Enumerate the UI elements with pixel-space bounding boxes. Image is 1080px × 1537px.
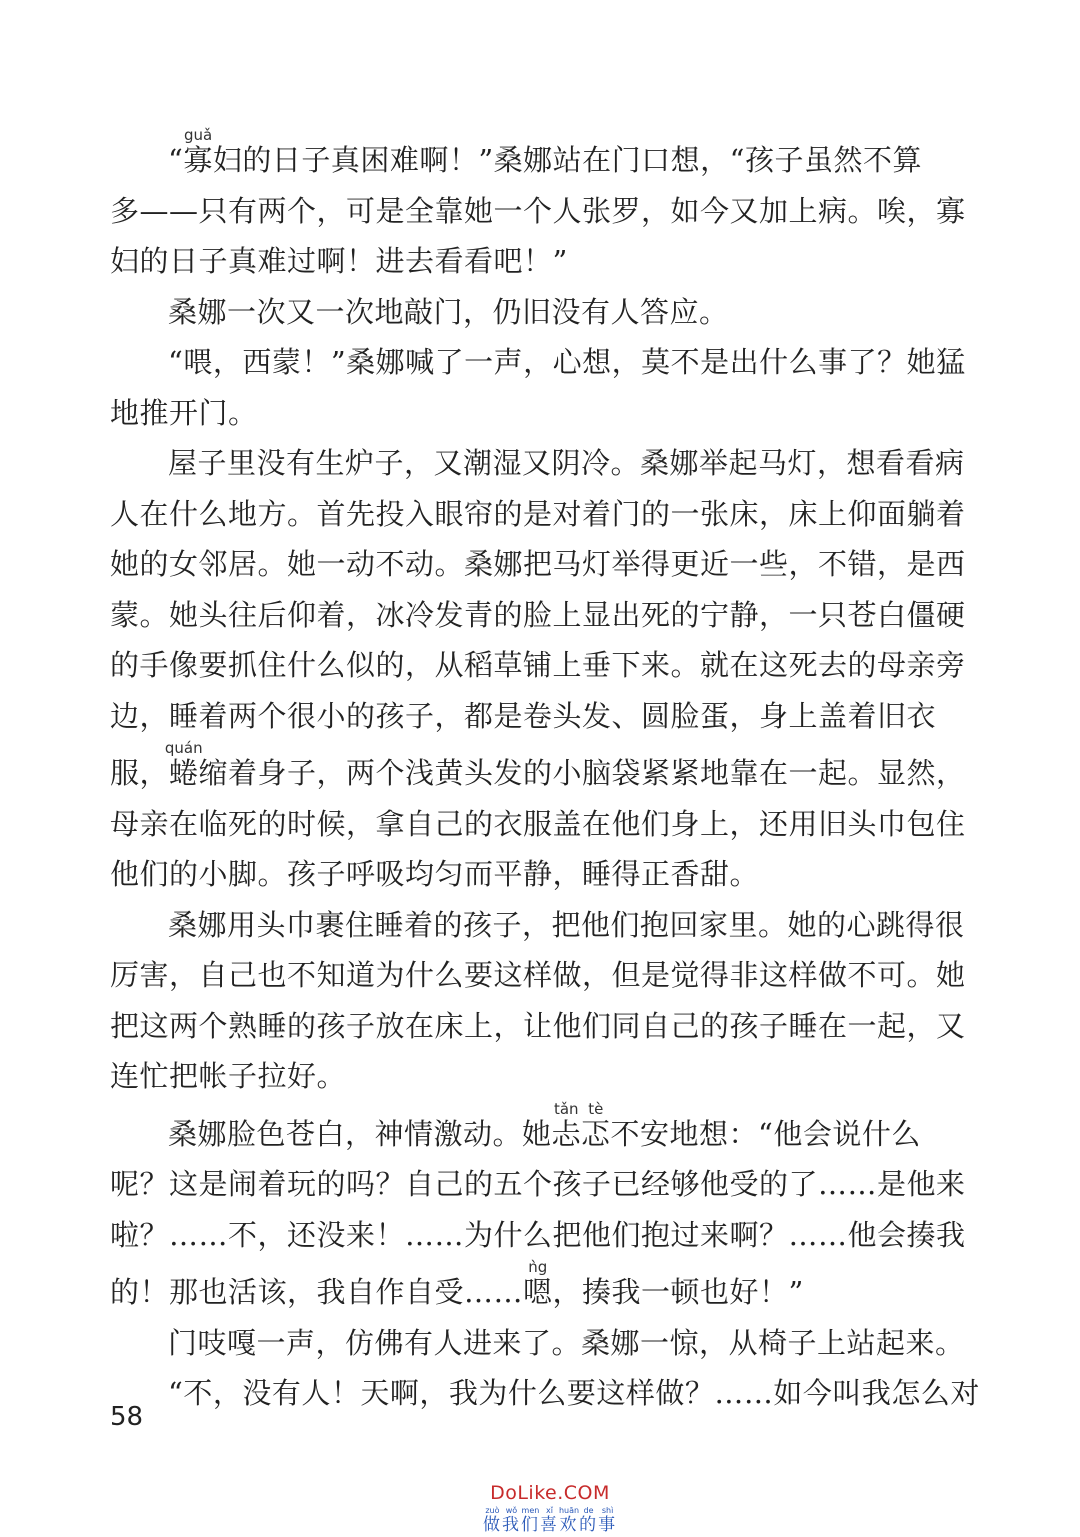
watermark-slogan-pinyin: wǒ <box>501 1506 521 1515</box>
pinyin: guǎ <box>183 126 213 144</box>
watermark-slogan-pinyin: shì <box>598 1506 618 1515</box>
text-fragment: 桑娜脸色苍白，神情激动。她 <box>168 1116 552 1151</box>
text-line: 蒙。她头往后仰着，冰冷发青的脸上显出死的宁静，一只苍白僵硬 <box>110 597 966 632</box>
watermark-slogan-char: 我wǒ <box>501 1506 521 1535</box>
text-line: 边，睡着两个很小的孩子，都是卷头发、圆脸蛋，身上盖着旧衣 <box>110 698 937 733</box>
text-line <box>110 128 946 186</box>
text-fragment: 不安地想：“他会说什么 <box>610 1116 921 1151</box>
annotated-char: 蜷 <box>164 756 203 790</box>
paragraph-1 <box>110 126 966 287</box>
pinyin: tǎn <box>551 1099 582 1118</box>
annotated-char: 嗯 <box>523 1275 553 1309</box>
body-text <box>110 126 980 1419</box>
text-line <box>110 739 966 799</box>
pinyin-annotation <box>164 739 203 790</box>
text-line: 厉害，自己也不知道为什么要这样做，但是觉得非这样做不可。她 <box>110 958 966 992</box>
text-line: 连忙把帐子拉好。 <box>110 1059 347 1093</box>
text-fragment: 妇的日子真困难啊！”桑娜站在门口想，“孩子虽然不算 <box>212 143 922 177</box>
watermark-slogan-pinyin: zuò <box>482 1506 502 1515</box>
text-line: 屋子里没有生炉子，又潮湿又阴冷。桑娜举起马灯，想看看病 <box>168 446 965 480</box>
watermark-slogan-char: 的de <box>579 1506 599 1535</box>
text-line: 地推开门。 <box>110 395 258 430</box>
pinyin: quán <box>164 739 203 757</box>
text-line: “喂，西蒙！”桑娜喊了一声，心想，莫不是出什么事了？她猛 <box>168 345 966 379</box>
text-line: 桑娜用头巾裹住睡着的孩子，把他们抱回家里。她的心跳得很 <box>168 907 965 942</box>
watermark-slogan-pinyin: xǐ <box>539 1506 559 1515</box>
watermark-slogan-char: 事shì <box>598 1506 618 1535</box>
text-line: 妇的日子真难过啊！进去看看吧！” <box>110 244 568 278</box>
watermark-site: DoLike.COM <box>490 1482 610 1504</box>
annotated-char: 忑 <box>581 1116 611 1151</box>
annotated-char: 寡 <box>183 143 213 177</box>
annotated-char: 忐 <box>551 1116 582 1151</box>
watermark-slogan-char: 喜xǐ <box>539 1506 559 1535</box>
text-line: 门吱嘎一声，仿佛有人进来了。桑娜一惊，从椅子上站起来。 <box>168 1325 965 1360</box>
paragraph-6 <box>110 1099 966 1318</box>
paragraph-5 <box>110 900 966 1102</box>
paragraph-8 <box>110 1368 980 1419</box>
text-line <box>110 1260 946 1318</box>
watermark-slogan-char: 们men <box>520 1506 540 1535</box>
watermark-slogan <box>430 1506 670 1535</box>
page-number: 58 <box>110 1402 144 1432</box>
text-line: 她的女邻居。她一动不动。桑娜把马灯举得更近一些，不错，是西 <box>110 547 966 581</box>
watermark-slogan-pinyin: de <box>579 1506 599 1515</box>
text-line <box>110 1099 946 1160</box>
paragraph-7 <box>110 1318 965 1369</box>
paragraph-3 <box>110 337 966 438</box>
pinyin: ǹg <box>523 1258 553 1276</box>
text-line: 呢？这是闹着玩的吗？自己的五个孩子已经够他受的了……是他来 <box>110 1167 966 1201</box>
text-fragment: ，揍我一顿也好！” <box>552 1275 804 1309</box>
watermark <box>430 1482 670 1535</box>
paragraph-4 <box>110 438 966 900</box>
text-line: 他们的小脚。孩子呼吸均匀而平静，睡得正香甜。 <box>110 857 760 891</box>
text-fragment: 的！那也活该，我自作自受…… <box>110 1275 524 1309</box>
text-line: 母亲在临死的时候，拿自己的衣服盖在他们身上，还用旧头巾包住 <box>110 806 966 841</box>
text-line: 啦？……不，还没来！……为什么把他们抱过来啊？……他会揍我 <box>110 1217 966 1252</box>
watermark-slogan-char: 做zuò <box>482 1506 502 1535</box>
text-fragment: “ <box>168 143 184 177</box>
text-line: “不，没有人！天啊，我为什么要这样做？……如今叫我怎么对 <box>168 1376 980 1410</box>
pinyin-annotation <box>183 126 213 177</box>
watermark-slogan-pinyin: huān <box>558 1506 580 1515</box>
text-fragment: 缩着身子，两个浅黄头发的小脑袋紧紧地靠在一起。显然， <box>198 756 966 790</box>
text-line: 人在什么地方。首先投入眼帘的是对着门的一张床，床上仰面躺着 <box>110 496 966 531</box>
text-line: 桑娜一次又一次地敲门，仍旧没有人答应。 <box>168 294 729 329</box>
paragraph-2 <box>110 287 946 338</box>
watermark-slogan-char: 欢huān <box>558 1506 580 1535</box>
pinyin-annotation <box>551 1099 582 1151</box>
text-line: 多——只有两个，可是全靠她一个人张罗，如今又加上病。唉，寡 <box>110 193 966 228</box>
text-fragment: 服， <box>110 756 170 790</box>
pinyin: tè <box>581 1099 611 1118</box>
watermark-slogan-pinyin: men <box>520 1506 540 1515</box>
pinyin-annotation <box>523 1258 553 1309</box>
pinyin-annotation <box>581 1099 611 1151</box>
text-line: 把这两个熟睡的孩子放在床上，让他们同自己的孩子睡在一起，又 <box>110 1008 966 1043</box>
text-line: 的手像要抓住什么似的，从稻草铺上垂下来。就在这死去的母亲旁 <box>110 648 966 682</box>
